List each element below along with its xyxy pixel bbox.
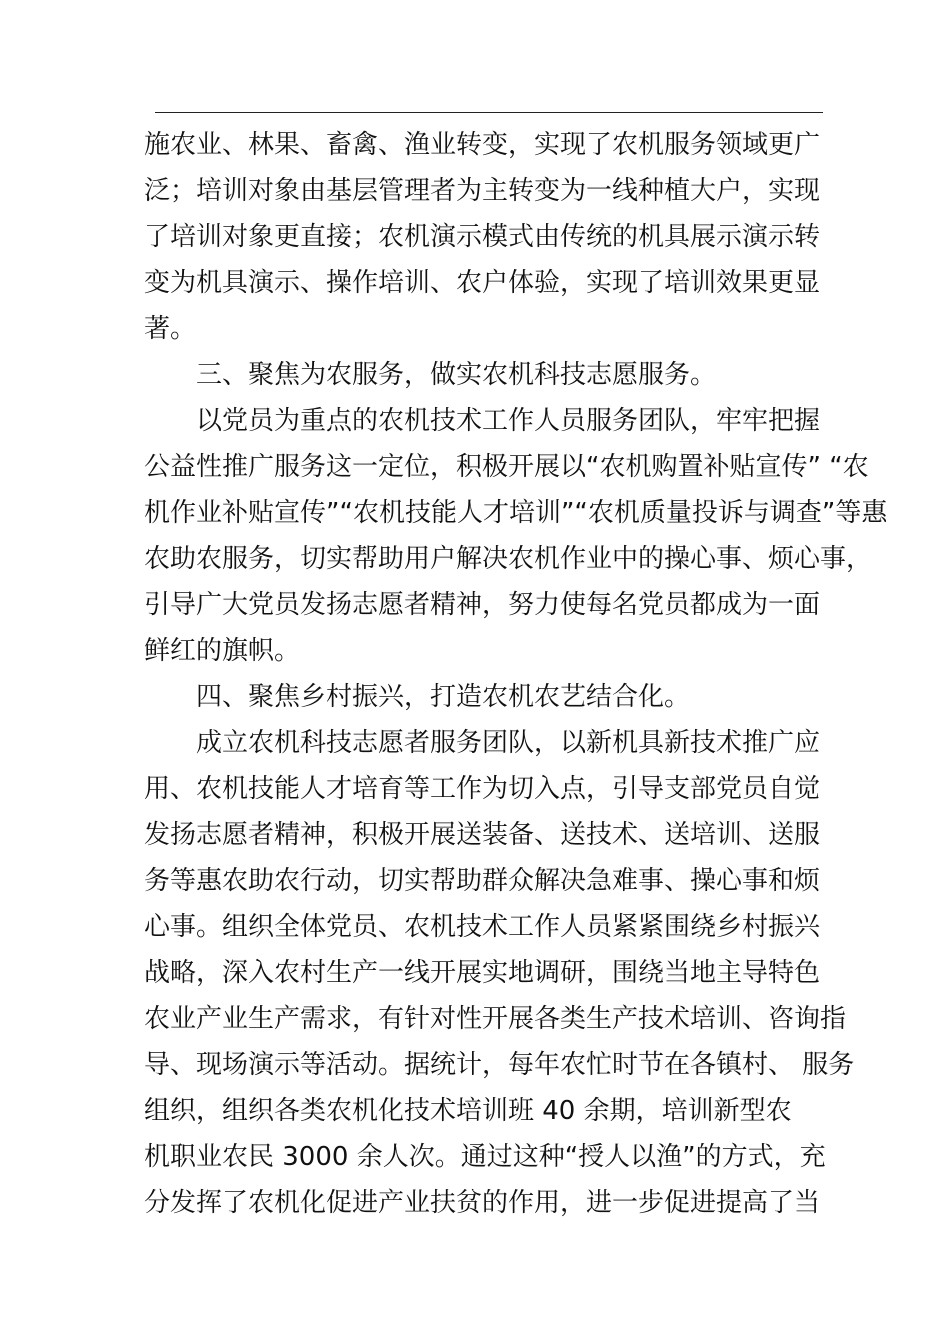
text-line: 农业产业生产需求，有针对性开展各类生产技术培训、咨询指 (144, 1004, 847, 1034)
text-line: 导、现场演示等活动。据统计，每年农忙时节在各镇村、 服务 (144, 1050, 855, 1080)
text-line: 发扬志愿者精神，积极开展送装备、送技术、送培训、送服 (144, 820, 821, 850)
text-line: 引导广大党员发扬志愿者精神，努力使每名党员都成为一面 (144, 590, 821, 620)
text-line: 机职业农民 3000 余人次。通过这种“授人以渔”的方式，充 (144, 1142, 826, 1172)
text-line: 组织，组织各类农机化技术培训班 40 余期，培训新型农 (144, 1096, 792, 1126)
text-line: 务等惠农助农行动，切实帮助群众解决急难事、操心事和烦 (144, 866, 821, 896)
text-line: 了培训对象更直接；农机演示模式由传统的机具展示演示转 (144, 222, 821, 252)
text-line: 分发挥了农机化促进产业扶贫的作用，进一步促进提高了当 (144, 1188, 821, 1218)
text-line: 战略，深入农村生产一线开展实地调研，围绕当地主导特色 (144, 958, 821, 988)
text-line: 机作业补贴宣传”“农机技能人才培训”“农机质量投诉与调查”等惠 (144, 498, 888, 528)
document-body (144, 122, 888, 1226)
text-line: 农助农服务，切实帮助用户解决农机作业中的操心事、烦心事， (144, 544, 873, 574)
text-line: 公益性推广服务这一定位，积极开展以“农机购置补贴宣传” “农 (144, 452, 869, 482)
text-line: 心事。组织全体党员、农机技术工作人员紧紧围绕乡村振兴 (144, 912, 821, 942)
text-line: 著。 (144, 314, 197, 344)
text-line: 泛；培训对象由基层管理者为主转变为一线种植大户，实现 (144, 176, 821, 206)
text-line: 鲜红的旗帜。 (144, 636, 301, 666)
text-line: 以党员为重点的农机技术工作人员服务团队，牢牢把握 (196, 406, 821, 436)
section-heading: 四、聚焦乡村振兴，打造农机农艺结合化。 (196, 682, 691, 712)
text-line: 施农业、林果、畜禽、渔业转变，实现了农机服务领域更广 (144, 130, 821, 160)
header-divider (155, 112, 823, 113)
text-line: 用、农机技能人才培育等工作为切入点，引导支部党员自觉 (144, 774, 821, 804)
text-line: 成立农机科技志愿者服务团队，以新机具新技术推广应 (196, 728, 821, 758)
section-heading: 三、聚焦为农服务，做实农机科技志愿服务。 (196, 360, 717, 390)
text-line: 变为机具演示、操作培训、农户体验，实现了培训效果更显 (144, 268, 821, 298)
